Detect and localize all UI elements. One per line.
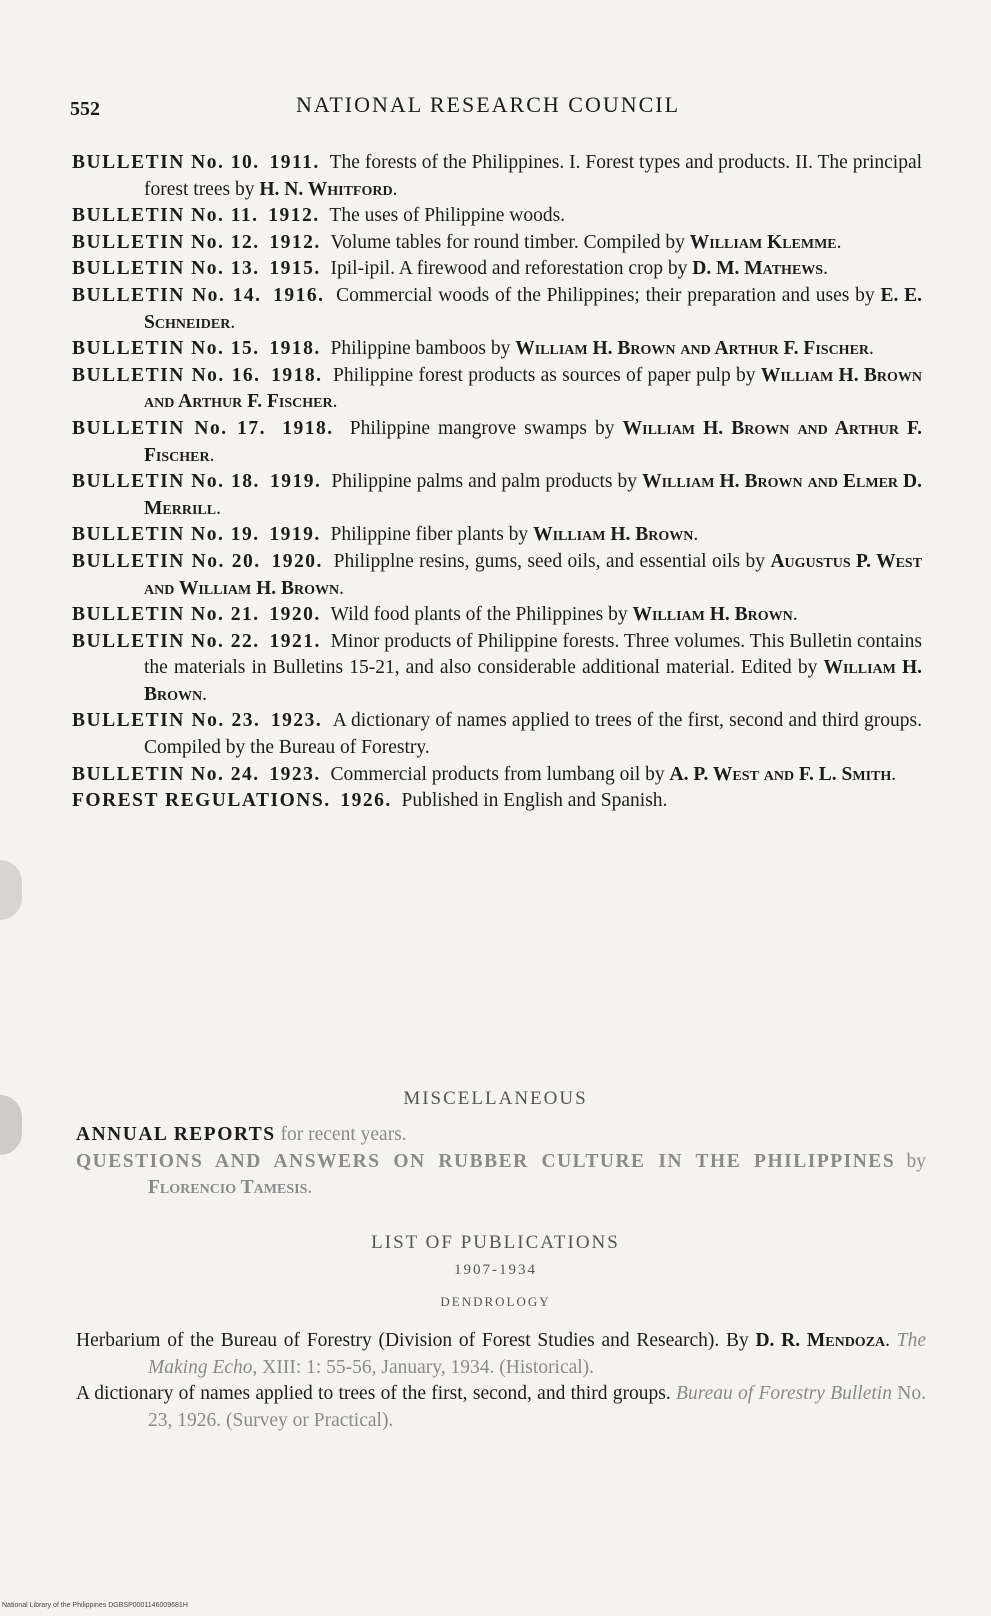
- bulletin-title: Minor products of Philippine forests. Three volumes. This Bulletin contains the materials in Bulletins 15-21, and also considerable additional material. Edited by: [144, 630, 922, 679]
- bulletin-punct: .: [869, 338, 874, 360]
- bulletin-entry: [72, 203, 922, 230]
- misc-item: [76, 1122, 926, 1149]
- publication-journal: Bureau of Forestry Bulletin: [676, 1383, 892, 1405]
- bulletin-author: William H. Brown and Elmer D. Merrill: [144, 471, 923, 519]
- bulletin-author: H. N. Whitford: [259, 178, 393, 200]
- bulletin-author: William H. Brown: [632, 604, 793, 626]
- page-number: 552: [70, 98, 100, 120]
- bulletin-title: Philippine palms and palm products by: [331, 471, 638, 493]
- bulletin-list: [72, 150, 922, 815]
- bulletin-label: BULLETIN No. 10.: [72, 152, 260, 173]
- running-title: NATIONAL RESEARCH COUNCIL: [296, 92, 681, 117]
- bulletin-title: Philippine fiber plants by: [330, 524, 529, 546]
- bulletin-author: William H. Brown and Arthur F. Fischer: [144, 364, 923, 413]
- misc-item-text: for recent years.: [280, 1124, 407, 1145]
- bulletin-entry: [72, 602, 922, 629]
- misc-item-author: Florencio Tamesis: [148, 1177, 308, 1199]
- bulletin-author: William H. Brown: [533, 524, 694, 546]
- bulletin-label: BULLETIN No. 13.: [72, 258, 260, 280]
- bulletin-author: William H. Brown and Arthur F. Fischer: [515, 338, 870, 360]
- bulletin-author: William H. Brown: [144, 657, 923, 705]
- bulletin-label: FOREST REGULATIONS.: [72, 790, 331, 812]
- publication-text: A dictionary of names applied to trees of the first, second, and third groups.: [76, 1383, 671, 1405]
- bulletin-punct: .: [230, 311, 236, 333]
- bulletin-label: BULLETIN No. 24.: [72, 763, 260, 785]
- bulletin-year: 1920.: [271, 550, 323, 572]
- publication-text: Herbarium of the Bureau of Forestry (Division of Forest Studies and Research). By: [76, 1330, 749, 1351]
- bulletin-title: Ipil-ipil. A firewood and reforestation crop by: [330, 258, 688, 280]
- bulletin-author: E. E. Schneider: [144, 284, 923, 333]
- bulletin-author: William Klemme: [689, 231, 837, 253]
- bulletin-author: William H. Brown and Arthur F. Fischer: [144, 417, 923, 466]
- bulletin-punct: .: [792, 604, 798, 626]
- bulletin-year: 1919.: [269, 524, 321, 546]
- bulletin-title: Philippine bamboos by: [330, 338, 511, 360]
- misc-item: QUESTIONS AND ANSWERS ON RUBBER CULTURE IN THE PHILIPPINES by Florencio Tamesis.: [76, 1150, 927, 1199]
- bulletin-author: Augustus P. West and William H. Brown: [144, 550, 923, 599]
- bulletin-entry: [72, 522, 922, 549]
- scan-smudge: [0, 860, 22, 920]
- bulletin-year: 1923.: [269, 763, 321, 785]
- publications-heading: LIST OF PUBLICATIONS: [371, 1232, 620, 1253]
- bulletin-punct: .: [339, 577, 345, 599]
- publication-item: Herbarium of the Bureau of Forestry (Division of Forest Studies and Research). By D. R. Mendoza. The Making Echo, XIII: 1: 55-56, January, 1934. (Historical).: [76, 1330, 926, 1378]
- bulletin-entry: [72, 788, 922, 815]
- bulletin-punct: .: [209, 444, 215, 466]
- publications-years: 1907-1934: [454, 1262, 537, 1278]
- bulletin-year: 1926.: [340, 790, 392, 812]
- bulletin-entry: [72, 549, 922, 602]
- bulletin-author: D. M. Mathews: [692, 258, 824, 280]
- dendrology-heading: DENDROLOGY: [440, 1294, 551, 1309]
- bulletin-title: A dictionary of names applied to trees of the first, second and third groups. Compiled by the Bureau of Forestry.: [144, 710, 923, 759]
- bulletin-punct: .: [836, 231, 842, 253]
- bulletin-title: Philippine mangrove swamps by: [349, 417, 615, 439]
- misc-item-label: QUESTIONS AND ANSWERS ON RUBBER CULTURE IN THE PHILIPPINES: [76, 1150, 896, 1172]
- publication-tail: , XIII: 1: 55-56, January, 1934. (Historical).: [252, 1356, 595, 1378]
- bulletin-title: Philippine forest products as sources of paper pulp by: [333, 364, 756, 386]
- bulletin-punct: .: [202, 683, 207, 705]
- bulletin-punct: .: [891, 763, 897, 785]
- bulletin-title: The uses of Philippine woods.: [329, 205, 566, 227]
- bulletin-label: BULLETIN No. 15.: [72, 338, 260, 360]
- publication-journal: The Making Echo: [148, 1330, 926, 1378]
- bulletin-label: BULLETIN No. 21.: [72, 604, 260, 626]
- misc-item-label: ANNUAL REPORTS: [76, 1124, 276, 1145]
- bulletin-entry: [72, 629, 922, 709]
- bulletin-entry: [72, 336, 922, 363]
- publication-author: D. R. Mendoza: [755, 1330, 886, 1351]
- bulletin-title: Volume tables for round timber. Compiled by: [330, 231, 685, 253]
- bulletin-punct: .: [693, 524, 699, 546]
- bulletin-punct: .: [332, 391, 338, 413]
- bulletin-label: BULLETIN No. 14.: [72, 284, 262, 306]
- bulletin-label: BULLETIN No. 12.: [72, 231, 260, 253]
- bulletin-year: 1912.: [269, 231, 321, 253]
- bulletin-year: 1918.: [282, 417, 334, 439]
- bulletin-title: Commercial woods of the Philippines; their preparation and uses by: [336, 284, 875, 306]
- bulletin-entry: [72, 416, 922, 469]
- bulletin-entry: [72, 762, 922, 789]
- dendrology-list: [76, 1328, 926, 1434]
- bulletin-author: A. P. West and F. L. Smith: [669, 763, 892, 785]
- bulletin-label: BULLETIN No. 19.: [72, 524, 260, 546]
- bulletin-punct: .: [823, 258, 828, 280]
- bulletin-year: 1915.: [269, 258, 321, 280]
- bulletin-year: 1911.: [269, 152, 320, 173]
- publication-tail: No. 23, 1926. (Survey or Practical).: [148, 1383, 926, 1431]
- bulletin-entry: [72, 283, 922, 336]
- bulletin-title: Philipplne resins, gums, seed oils, and essential oils by: [333, 550, 766, 572]
- misc-list: [76, 1122, 926, 1202]
- bulletin-label: BULLETIN No. 20.: [72, 550, 261, 572]
- bulletin-label: BULLETIN No. 17.: [72, 417, 267, 439]
- bulletin-year: 1923.: [270, 710, 323, 732]
- bulletin-entry: [72, 230, 922, 257]
- publication-item: [76, 1381, 926, 1434]
- bulletin-year: 1918.: [271, 364, 323, 386]
- bulletin-year: 1912.: [268, 205, 320, 227]
- bulletin-punct: .: [216, 497, 221, 519]
- bulletin-year: 1920.: [269, 604, 321, 626]
- bulletin-year: 1916.: [273, 284, 325, 306]
- bulletin-label: BULLETIN No. 22.: [72, 630, 260, 652]
- bulletin-title: The forests of the Philippines. I. Forest types and products. II. The principal forest trees by: [144, 152, 923, 200]
- bulletin-label: BULLETIN No. 23.: [72, 710, 261, 732]
- bulletin-year: 1921.: [269, 630, 321, 652]
- bulletin-title: Wild food plants of the Philippines by: [330, 604, 628, 626]
- scan-footer: National Library of the Philippines DGBSP0001146009681H: [2, 1602, 188, 1609]
- misc-item-text: by: [906, 1150, 927, 1172]
- bulletin-punct: .: [392, 178, 398, 200]
- misc-heading: MISCELLANEOUS: [403, 1088, 588, 1109]
- bulletin-entry: [72, 150, 922, 203]
- bulletin-entry: [72, 708, 922, 761]
- bulletin-label: BULLETIN No. 11.: [72, 205, 259, 227]
- bulletin-year: 1918.: [269, 338, 321, 360]
- bulletin-title: Published in English and Spanish.: [401, 790, 668, 812]
- bulletin-entry: [72, 469, 922, 522]
- bulletin-entry: [72, 363, 922, 416]
- bulletin-entry: [72, 256, 922, 283]
- bulletin-label: BULLETIN No. 18.: [72, 471, 260, 493]
- bulletin-label: BULLETIN No. 16.: [72, 364, 261, 386]
- bulletin-title: Commercial products from lumbang oil by: [330, 763, 665, 785]
- bulletin-year: 1919.: [269, 471, 322, 493]
